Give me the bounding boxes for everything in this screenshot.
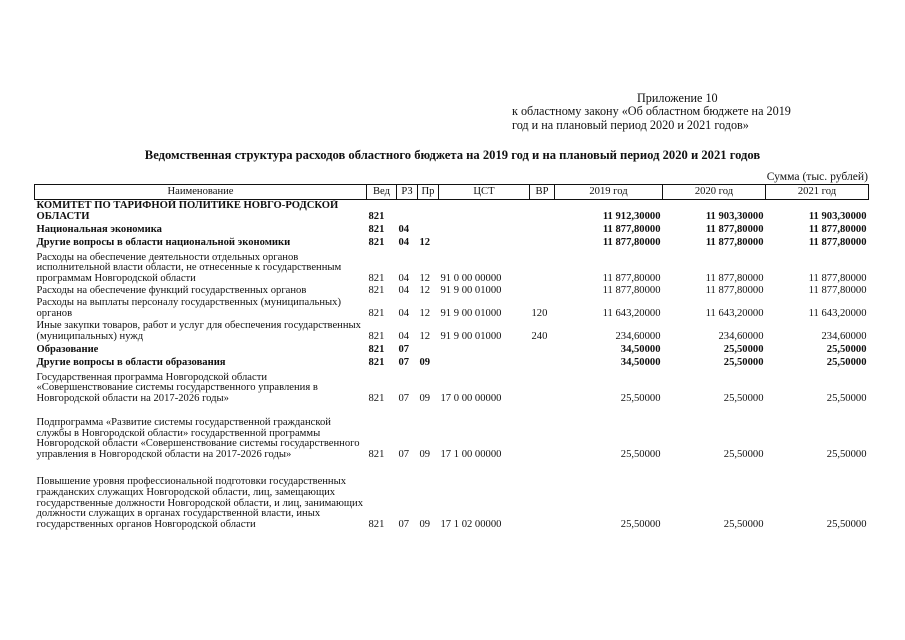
header-2021: 2021 год [766,185,869,200]
row-name: Подпрограмма «Развитие системы государственной гражданской службы в Новгородской области» государственной программы Новгородской области «Совершенствование системы государственного управления в Новгородской области на 2017-2026 годы» [36,416,360,461]
row-2020: 11 877,80000 [705,224,764,236]
header-name: Наименование [35,185,367,200]
appendix-law-line2: год и на плановый период 2020 и 2021 годов» [512,117,749,132]
row-cst [439,236,530,249]
row-cst: 17 1 02 00000 [440,519,502,531]
row-2019: 25,50000 [620,393,661,405]
row-2020: 11 903,30000 [705,211,764,223]
row-2019: 234,60000 [615,331,661,343]
row-2021: 25,50000 [826,449,867,461]
row-2020: 25,50000 [723,449,764,461]
row-cst [439,356,530,369]
row-2019: 11 877,80000 [602,285,661,297]
row-pr [418,343,439,356]
row-ved: 821 [368,224,385,236]
row-vr [530,200,555,224]
row-cst: 91 9 00 01000 [440,331,502,343]
row-name: Расходы на обеспечение функций государственных органов [36,285,307,297]
row-cst: 91 9 00 01000 [440,285,502,297]
row-2020: 25,50000 [723,393,764,405]
row-rz: 07 [398,393,410,405]
row-2021: 25,50000 [826,393,867,405]
row-rz: 07 [398,357,410,369]
row-name: Государственная программа Новгородской области «Совершенствование системы государственного управления в Новгородской области на 2017-2026 годы» [36,371,318,405]
row-pr: 12 [419,273,431,285]
row-2020: 234,60000 [718,331,764,343]
row-2021: 11 877,80000 [808,273,867,285]
table-row [35,297,869,320]
table-row [35,320,869,343]
row-2020: 25,50000 [723,357,764,369]
row-2019: 25,50000 [620,519,661,531]
row-rz: 04 [398,331,410,343]
row-2021: 11 877,80000 [808,285,867,297]
table-row [35,223,869,236]
row-pr [418,223,439,236]
row-2020: 11 877,80000 [705,285,764,297]
row-name: Другие вопросы в области образования [36,357,226,369]
row-2020: 11 643,20000 [705,308,764,320]
header-rz: РЗ [397,185,418,200]
table-row [35,369,869,405]
row-2021: 11 903,30000 [808,211,867,223]
row-2019: 34,50000 [620,344,661,356]
row-2019: 11 643,20000 [602,308,661,320]
row-2020: 11 877,80000 [705,237,764,249]
row-2021: 11 643,20000 [808,308,867,320]
row-pr: 12 [419,285,431,297]
header-cst: ЦСТ [439,185,530,200]
row-pr: 12 [419,237,431,249]
row-ved: 821 [368,211,385,223]
row-pr: 09 [419,449,431,461]
row-2021: 25,50000 [826,519,867,531]
header-2019: 2019 год [555,185,663,200]
row-ved: 821 [368,285,385,297]
row-2021: 234,60000 [821,331,867,343]
header-pr: Пр [418,185,439,200]
row-cst [439,223,530,236]
row-name: Национальная экономика [36,224,162,236]
row-pr: 12 [419,308,431,320]
table-header-row [35,185,869,200]
row-vr [530,369,555,405]
appendix-note [512,92,872,132]
row-ved: 821 [368,308,385,320]
row-vr [530,356,555,369]
row-vr [530,343,555,356]
table-row [35,405,869,461]
row-pr: 09 [419,357,431,369]
row-rz: 04 [398,273,410,285]
row-ved: 821 [368,273,385,285]
row-ved: 821 [368,237,385,249]
row-2020: 25,50000 [723,519,764,531]
row-ved: 821 [368,519,385,531]
row-pr: 12 [419,331,431,343]
table-row [35,356,869,369]
row-name: Расходы на выплаты персоналу государственных (муниципальных) органов [36,297,341,320]
row-vr [530,285,555,297]
row-cst: 17 1 00 00000 [440,449,502,461]
row-2019: 11 912,30000 [602,211,661,223]
row-2019: 11 877,80000 [602,273,661,285]
row-vr [530,461,555,531]
row-cst: 91 9 00 01000 [440,308,502,320]
appendix-law-line1: к областному закону «Об областном бюджете на 2019 [512,104,791,119]
row-rz: 07 [398,519,410,531]
row-ved: 821 [368,344,385,356]
row-pr: 09 [419,519,431,531]
row-2019: 34,50000 [620,357,661,369]
row-2019: 11 877,80000 [602,237,661,249]
row-rz: 07 [398,449,410,461]
row-cst [439,200,530,224]
row-vr: 120 [531,308,548,320]
row-2019: 25,50000 [620,449,661,461]
document-title: Ведомственная структура расходов областного бюджета на 2019 год и на плановый период 2020 и 2021 годов [144,148,761,162]
row-name: Другие вопросы в области национальной экономики [36,237,291,249]
appendix-number: Приложение 10 [637,91,718,105]
table-row [35,343,869,356]
row-vr [530,249,555,285]
row-ved: 821 [368,357,385,369]
row-2021: 11 877,80000 [808,237,867,249]
row-2021: 25,50000 [826,357,867,369]
row-ved: 821 [368,449,385,461]
table-row [35,200,869,224]
row-2019: 11 877,80000 [602,224,661,236]
row-vr [530,223,555,236]
row-cst: 91 0 00 00000 [440,273,502,285]
row-rz: 04 [398,237,410,249]
budget-table [34,184,869,531]
row-2020: 11 877,80000 [705,273,764,285]
header-2020: 2020 год [663,185,766,200]
table-row [35,249,869,285]
row-vr [530,405,555,461]
row-2020: 25,50000 [723,344,764,356]
row-vr [530,236,555,249]
units-label: Сумма (тыс. рублей) [766,170,868,183]
row-2021: 25,50000 [826,344,867,356]
row-cst [439,343,530,356]
row-name: КОМИТЕТ ПО ТАРИФНОЙ ПОЛИТИКЕ НОВГО-РОДСКОЙ ОБЛАСТИ [36,200,339,223]
header-ved: Вед [367,185,397,200]
row-pr [418,200,439,224]
row-name: Образование [36,344,99,356]
row-rz: 04 [398,308,410,320]
row-2021: 11 877,80000 [808,224,867,236]
table-row [35,285,869,297]
table-row [35,236,869,249]
row-rz [397,200,418,224]
row-rz: 04 [398,224,410,236]
row-rz: 07 [398,344,410,356]
row-cst: 17 0 00 00000 [440,393,502,405]
row-vr: 240 [531,331,548,343]
row-name: Иные закупки товаров, работ и услуг для обеспечения государственных (муниципальных) нужд [36,320,361,343]
row-pr: 09 [419,393,431,405]
row-ved: 821 [368,393,385,405]
row-rz: 04 [398,285,410,297]
table-row [35,461,869,531]
row-name: Расходы на обеспечение деятельности отдельных органов исполнительной власти области, не отнесенные к государственным программам Новгородской области [36,251,342,285]
row-name: Повышение уровня профессиональной подготовки государственных гражданских служащих Новгородской области, лиц, замещающих государственные должности Новгородской области, и лиц, занимающих должности служащих в органах государственной власти, иных государственных органов Новгородской области [36,476,364,531]
row-ved: 821 [368,331,385,343]
header-vr: ВР [530,185,555,200]
